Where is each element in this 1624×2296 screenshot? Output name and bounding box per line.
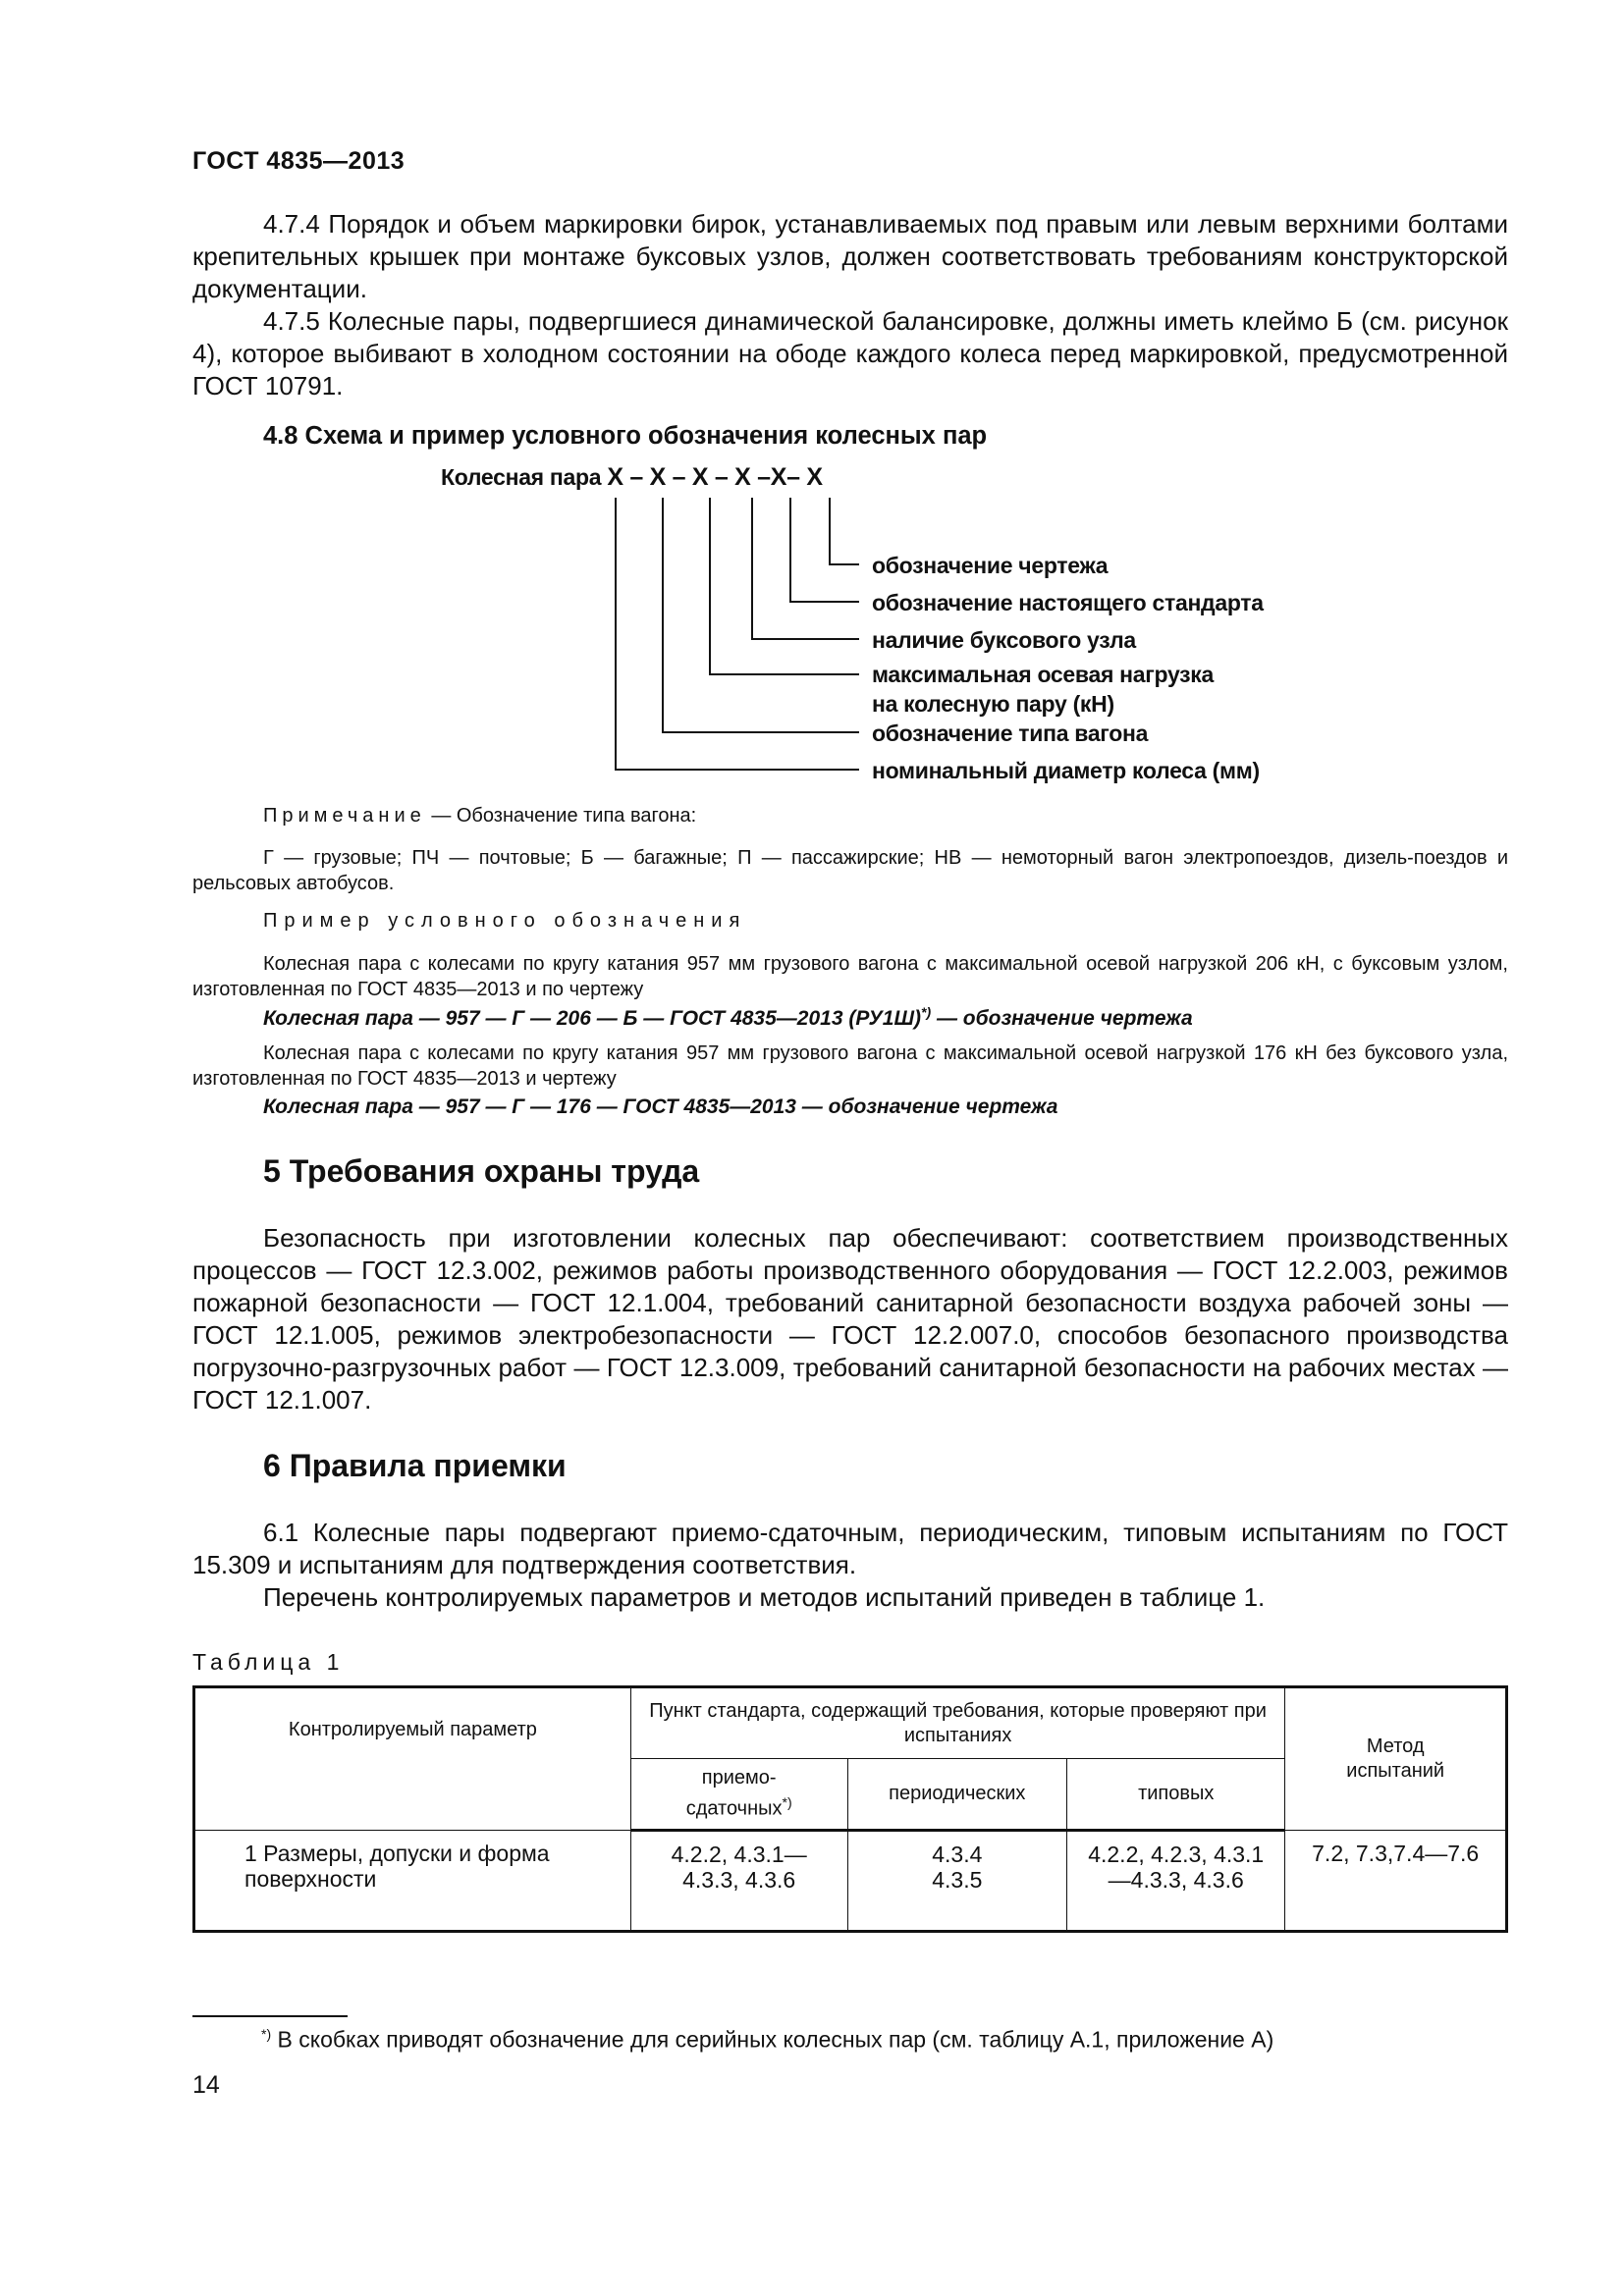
example-2-text: Колесная пара с колесами по кругу катания 957 мм грузового вагона с максимальной осевой нагрузкой 176 кН без буксового узла, изготовленная по ГОСТ 4835—2013 и чертежу [192,1042,1508,1090]
section-4-8-title: 4.8 Схема и пример условного обозначения колесных пар [263,422,988,450]
paragraph-4-7-4: 4.7.4 Порядок и объем маркировки бирок, устанавливаемых под правым или левым верхними болтами крепительных крышек при монтаже буксовых узлов, должен соответствовать требованиям конструкторской документации. [192,209,1508,303]
row1-type: 4.2.2, 4.2.3, 4.3.1—4.3.3, 4.3.6 [1067,1831,1285,1932]
header-acceptance-mark: *) [782,1794,792,1811]
table-1 [192,1685,1508,1933]
note-body: Г — грузовые; ПЧ — почтовые; Б — багажные; П — пассажирские; НВ — немоторный вагон электропоездов, дизель-поездов и рельсовых автобусов. [192,847,1508,894]
row1-param: 1 Размеры, допуски и форма поверхности [194,1831,631,1932]
example-1-code [263,1004,1193,1031]
footnote-divider [192,2015,348,2017]
note-line [263,805,696,828]
callout-wheel-diameter: номинальный диаметр колеса (мм) [872,758,1260,783]
paragraph-6-1: 6.1 Колесные пары подвергают приемо-сдаточным, периодическим, типовым испытаниям по ГОСТ 15.309 и испытаниям для подтверждения соответствия. [192,1518,1508,1579]
row1-periodic: 4.3.4 4.3.5 [847,1831,1067,1932]
section-5-body: Безопасность при изготовлении колесных пар обеспечивают: соответствием производственных процессов — ГОСТ 12.3.002, режимов работы производственного оборудования — ГОСТ 12.2.003, режимов пожарной безопасности — ГОСТ 12.1.004, требований санитарной безопасности воздуха рабочей зоны — ГОСТ 12.1.005, режимов электробезопасности — ГОСТ 12.2.007.0, способов безопасного производства погрузочно-разгрузочных работ — ГОСТ 12.3.009, требований санитарной безопасности на рабочих местах — ГОСТ 12.1.007. [192,1223,1508,1415]
example-1-code-tail: — обозначение чертежа [931,1007,1193,1030]
row1-method: 7.2, 7.3,7.4—7.6 [1285,1831,1507,1932]
callout-standard: обозначение настоящего стандарта [872,590,1264,615]
header-acceptance [630,1759,847,1831]
callout-axlebox: наличие буксового узла [872,627,1136,653]
paragraph-4-7-5: 4.7.5 Колесные пары, подвергшиеся динамической балансировке, должны иметь клеймо Б (см. рисунок 4), которое выбивают в холодном состоянии на ободе каждого колеса перед маркировкой, предусмотренной ГОСТ 10791. [192,306,1508,400]
header-group: Пункт стандарта, содержащий требования, которые проверяют при испытаниях [630,1687,1285,1759]
section-6-title: 6 Правила приемки [263,1448,567,1483]
example-2-code: Колесная пара — 957 — Г — 176 — ГОСТ 4835—2013 — обозначение чертежа [263,1095,1058,1118]
callout-axle-load: максимальная осевая нагрузка [872,662,1214,687]
example-1-text: Колесная пара с колесами по кругу катания 957 мм грузового вагона с максимальной осевой нагрузкой 206 кН, с буксовым узлом, изготовленная по ГОСТ 4835—2013 и по чертежу [192,953,1508,1000]
scheme-positions: Х – Х – Х – Х –Х– Х [607,463,823,491]
scheme-label: Колесная пара [441,464,602,490]
header-periodic: периодических [847,1759,1067,1831]
footnote-mark: *) [261,2026,272,2042]
callout-axle-load-unit: на колесную пару (кН) [872,691,1114,717]
footnote-text: В скобках приводят обозначение для серийных колесных пар (см. таблицу А.1, приложение А) [271,2026,1274,2053]
note-intro: — Обозначение типа вагона: [425,805,697,827]
header-param: Контролируемый параметр [194,1687,631,1831]
header-type: типовых [1067,1759,1285,1831]
header-method: Метод испытаний [1285,1687,1507,1831]
callout-wagon-type: обозначение типа вагона [872,721,1149,746]
header-acceptance-label: приемо-сдаточных [685,1767,783,1820]
table-caption: Таблица 1 [192,1649,345,1675]
example-1-footnote-mark: *) [921,1004,932,1020]
callout-drawing: обозначение чертежа [872,553,1109,578]
note-label: Примечание [263,805,426,827]
page-number: 14 [192,2071,220,2099]
example-1-code-main: Колесная пара — 957 — Г — 206 — Б — ГОСТ 4835—2013 (РУ1Ш) [263,1007,921,1030]
document-header: ГОСТ 4835—2013 [192,147,406,175]
footnote [261,2026,1273,2054]
row1-acceptance: 4.2.2, 4.3.1—4.3.3, 4.3.6 [630,1831,847,1932]
example-heading: Пример условного обозначения [263,910,747,932]
paragraph-table-ref: Перечень контролируемых параметров и методов испытаний приведен в таблице 1. [263,1582,1266,1612]
section-5-title: 5 Требования охраны труда [263,1153,700,1189]
